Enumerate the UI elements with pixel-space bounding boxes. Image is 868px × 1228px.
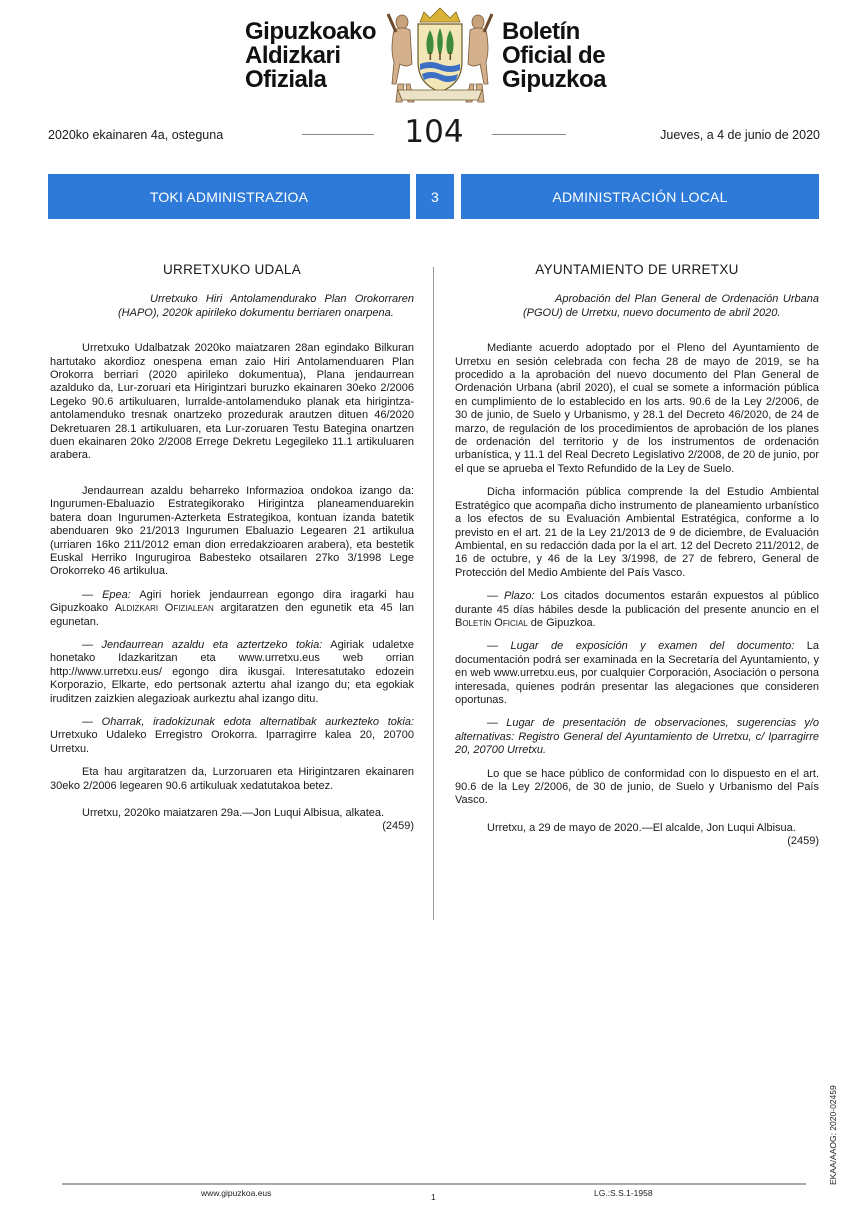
article-title: URRETXUKO UDALA [162, 262, 302, 277]
footer-website-link[interactable]: www.gipuzkoa.eus [201, 1188, 272, 1198]
masthead-line: Gipuzkoa [502, 66, 607, 93]
reference-number: (2459) [382, 820, 414, 833]
paragraph [455, 717, 819, 757]
coat-of-arms-icon [384, 6, 496, 108]
section-band-basque: TOKI ADMINISTRAZIOA [48, 174, 410, 219]
paragraph-lead: — Lugar de exposición y examen del documento: [487, 640, 795, 653]
footer-rule [62, 1183, 806, 1185]
issue-date-spanish: Jueves, a 4 de junio de 2020 [660, 128, 820, 142]
paragraph: Urretxuko Udalbatzak 2020ko maiatzaren 28an egindako Bilkuran hartutako akordioz onespena eman zaio Hiri Antolamenduaren Plan Orokorra berriari (2020 apirileko dokumentua), Plana jendaurrean azalduko da, Lur-zoruari eta Hirigintzari buruzko ekainaren 30eko 2/2006 Legeko 90.6 artikuluaren, lurralde-antolamenduko planak eta hirigintza-antolamenduko tresnak onartzeko prozedurak arautzen dituen 46/2020 Dekretuaren 28.1 artikuluaren, eta Lur-zoruaren Testu Bategina onartzen duen ekainaren 20ko 2/2008 Errege Dekretu Legegileko 11.1 artikuluaren arabera. [50, 342, 414, 462]
gazette-name: Boletín Oficial [455, 616, 528, 629]
legal-deposit: LG.:S.S.1-1958 [594, 1188, 653, 1198]
dateline-rule [492, 134, 566, 135]
article-summary: Aprobación del Plan General de Ordenación Urbana (PGOU) de Urretxu, nuevo documento de abril 2020. [523, 293, 819, 319]
paragraph-text: argitaratzen den egunetik eta 45 lan egunetan. [50, 602, 414, 628]
paragraph: Dicha información pública comprende la del Estudio Ambiental Estratégico que acompaña dicho instrumento de planeamiento urbanístico a los efectos de su Evaluación Ambiental Estratégica, conforme a lo previsto en el art. 21 de la Ley 21/2013 de 9 de diciembre, de Evaluación Ambiental, en su redacción dada por la el art. 12 del Decreto 211/2012, de 16 de octubre, y 46 de la Ley 3/1998, de 27 de febrero, General de Protección del Medio Ambiente del País Vasco. [455, 486, 819, 579]
paragraph-lead: — Plazo: [487, 590, 535, 603]
paragraph [455, 640, 819, 707]
document-code: EKAA/AAOG: 2020-02459 [828, 1085, 838, 1185]
paragraph-lead: — Oharrak, iradokizunak edota alternatibak aurkezteko tokia: [82, 715, 414, 728]
masthead-title-basque [245, 20, 376, 92]
masthead-line: Aldizkari [245, 42, 341, 69]
masthead-line: Ofiziala [245, 66, 327, 93]
issue-number: 104 [404, 114, 464, 150]
paragraph-text: Registro General del Ayuntamiento de Urretxu, c/ Iparragirre 20, 20700 Urretxu. [455, 730, 819, 757]
paragraph [50, 589, 414, 629]
page-number: 1 [431, 1192, 436, 1202]
paragraph-lead: — Jendaurrean azaldu eta aztertzeko tokia: [82, 638, 323, 651]
section-number: 3 [416, 174, 454, 219]
paragraph-lead: — Lugar de presentación de observaciones, sugerencias y/o alternativas: [455, 717, 819, 743]
article-spanish [455, 263, 819, 849]
paragraph: Jendaurrean azaldu beharreko Informazioa ondokoa izango da: Ingurumen-Ebaluazio Estrategikorako Hirigintza planeamenduarekin batera doan Ingurumen-Azterketa Estrategikoa, kontuan izanda batetik abenduaren 9ko 21/2013 Ingurumen Ebaluazio Legearen 21 artikulua (urriaren 16ko 211/2012 eman dion erredakzioaren arabera), eta bestetik Euskal Herriko Ingurugiroa Babesteko otsailaren 27ko 3/1998 Lege Orokorreko 46 artikulua. [50, 484, 414, 578]
masthead-line: Gipuzkoako [245, 18, 377, 45]
dateline-rule [302, 134, 374, 135]
article-summary: Urretxuko Hiri Antolamendurako Plan Orokorraren (HAPO), 2020k apirileko dokumentu berriaren onarpena. [118, 293, 414, 319]
masthead-line: Oficial de [502, 42, 606, 69]
column-divider [433, 267, 434, 920]
paragraph [455, 590, 819, 630]
issue-date-basque: 2020ko ekainaren 4a, osteguna [48, 128, 224, 142]
section-band-spanish: ADMINISTRACIÓN LOCAL [461, 174, 819, 219]
paragraph-text: de Gipuzkoa. [527, 616, 596, 629]
article-title: AYUNTAMIENTO DE URRETXU [535, 262, 739, 277]
masthead-line: Boletín [502, 18, 580, 45]
masthead-title-spanish [502, 20, 606, 92]
paragraph-text: Los citados documentos estarán expuestos al público durante 45 días hábiles desde la publicación del presente anuncio en el [455, 590, 819, 616]
signature: Urretxu, 2020ko maiatzaren 29a.—Jon Luqui Albisua, alkatea. [82, 807, 385, 819]
paragraph: Eta hau argitaratzen da, Lurzoruaren eta Hirigintzaren ekainaren 30eko 2/2006 legearen 90.6 artikuluak xedatutakoa betez. [50, 766, 414, 792]
paragraph-text: Agiriak udaletxe honetako Idazkaritzan eta www.urretxu.eus web orrian http://www.urretxu.eus/ egongo dira ikusgai. Interesatutako edozein Korporazio, Elkarte, edo pertsonak aztertu ahal izango du; eta egokiak iruditzen zaizkien alegazioak aurkeztu ahal izango ditu. [50, 638, 414, 705]
paragraph-text: La documentación podrá ser examinada en la Secretaría del Ayuntamiento, y en web www.urretxu.eus, por cualquier Corporación, Asociación o persona interesada, quienes podrán presentar las alegaciones que consideren oportunas. [455, 640, 819, 706]
paragraph: Lo que se hace público de conformidad con lo dispuesto en el art. 90.6 de la Ley 2/2006, de 30 de junio, de Suelo y Urbanismo del País Vasco. [455, 767, 819, 807]
signature: Urretxu, a 29 de mayo de 2020.—El alcalde, Jon Luqui Albisua. [487, 821, 796, 834]
reference-number: (2459) [787, 835, 819, 848]
paragraph [50, 639, 414, 706]
article-basque [50, 263, 414, 834]
paragraph-text: Agiri horiek jendaurrean egongo dira iragarki hau Gipuzkoako [50, 588, 414, 615]
paragraph: Mediante acuerdo adoptado por el Pleno del Ayuntamiento de Urretxu en sesión celebrada con fecha 28 de mayo de 2019, se ha procedido a la aprobación del nuevo documento del Plan General de Ordenación Urbana (abril 2020), el cual se somete a información pública en cumplimiento de lo establecido en los arts. 90.6 de la Ley 2/2006, de 30 de junio, de Suelo y Urbanismo, y 28.1 del Decreto 46/2020, de 24 de marzo, de regulación de los procedimientos de aprobación de los planes de ordenación del territorio y de los instrumentos de ordenación urbanística, y 11.1 del Real Decreto Legislativo 2/2008, de 20 de junio, por el que se aprueba el Texto Refundido de la Ley de Suelo. [455, 342, 819, 475]
paragraph-text: Urretxuko Udaleko Erregistro Orokorra. Iparragirre kalea 20, 20700 Urretxu. [50, 729, 414, 755]
paragraph [50, 716, 414, 756]
gazette-name: Aldizkari Ofizialean [114, 602, 214, 615]
paragraph-lead: — Epea: [82, 588, 131, 601]
